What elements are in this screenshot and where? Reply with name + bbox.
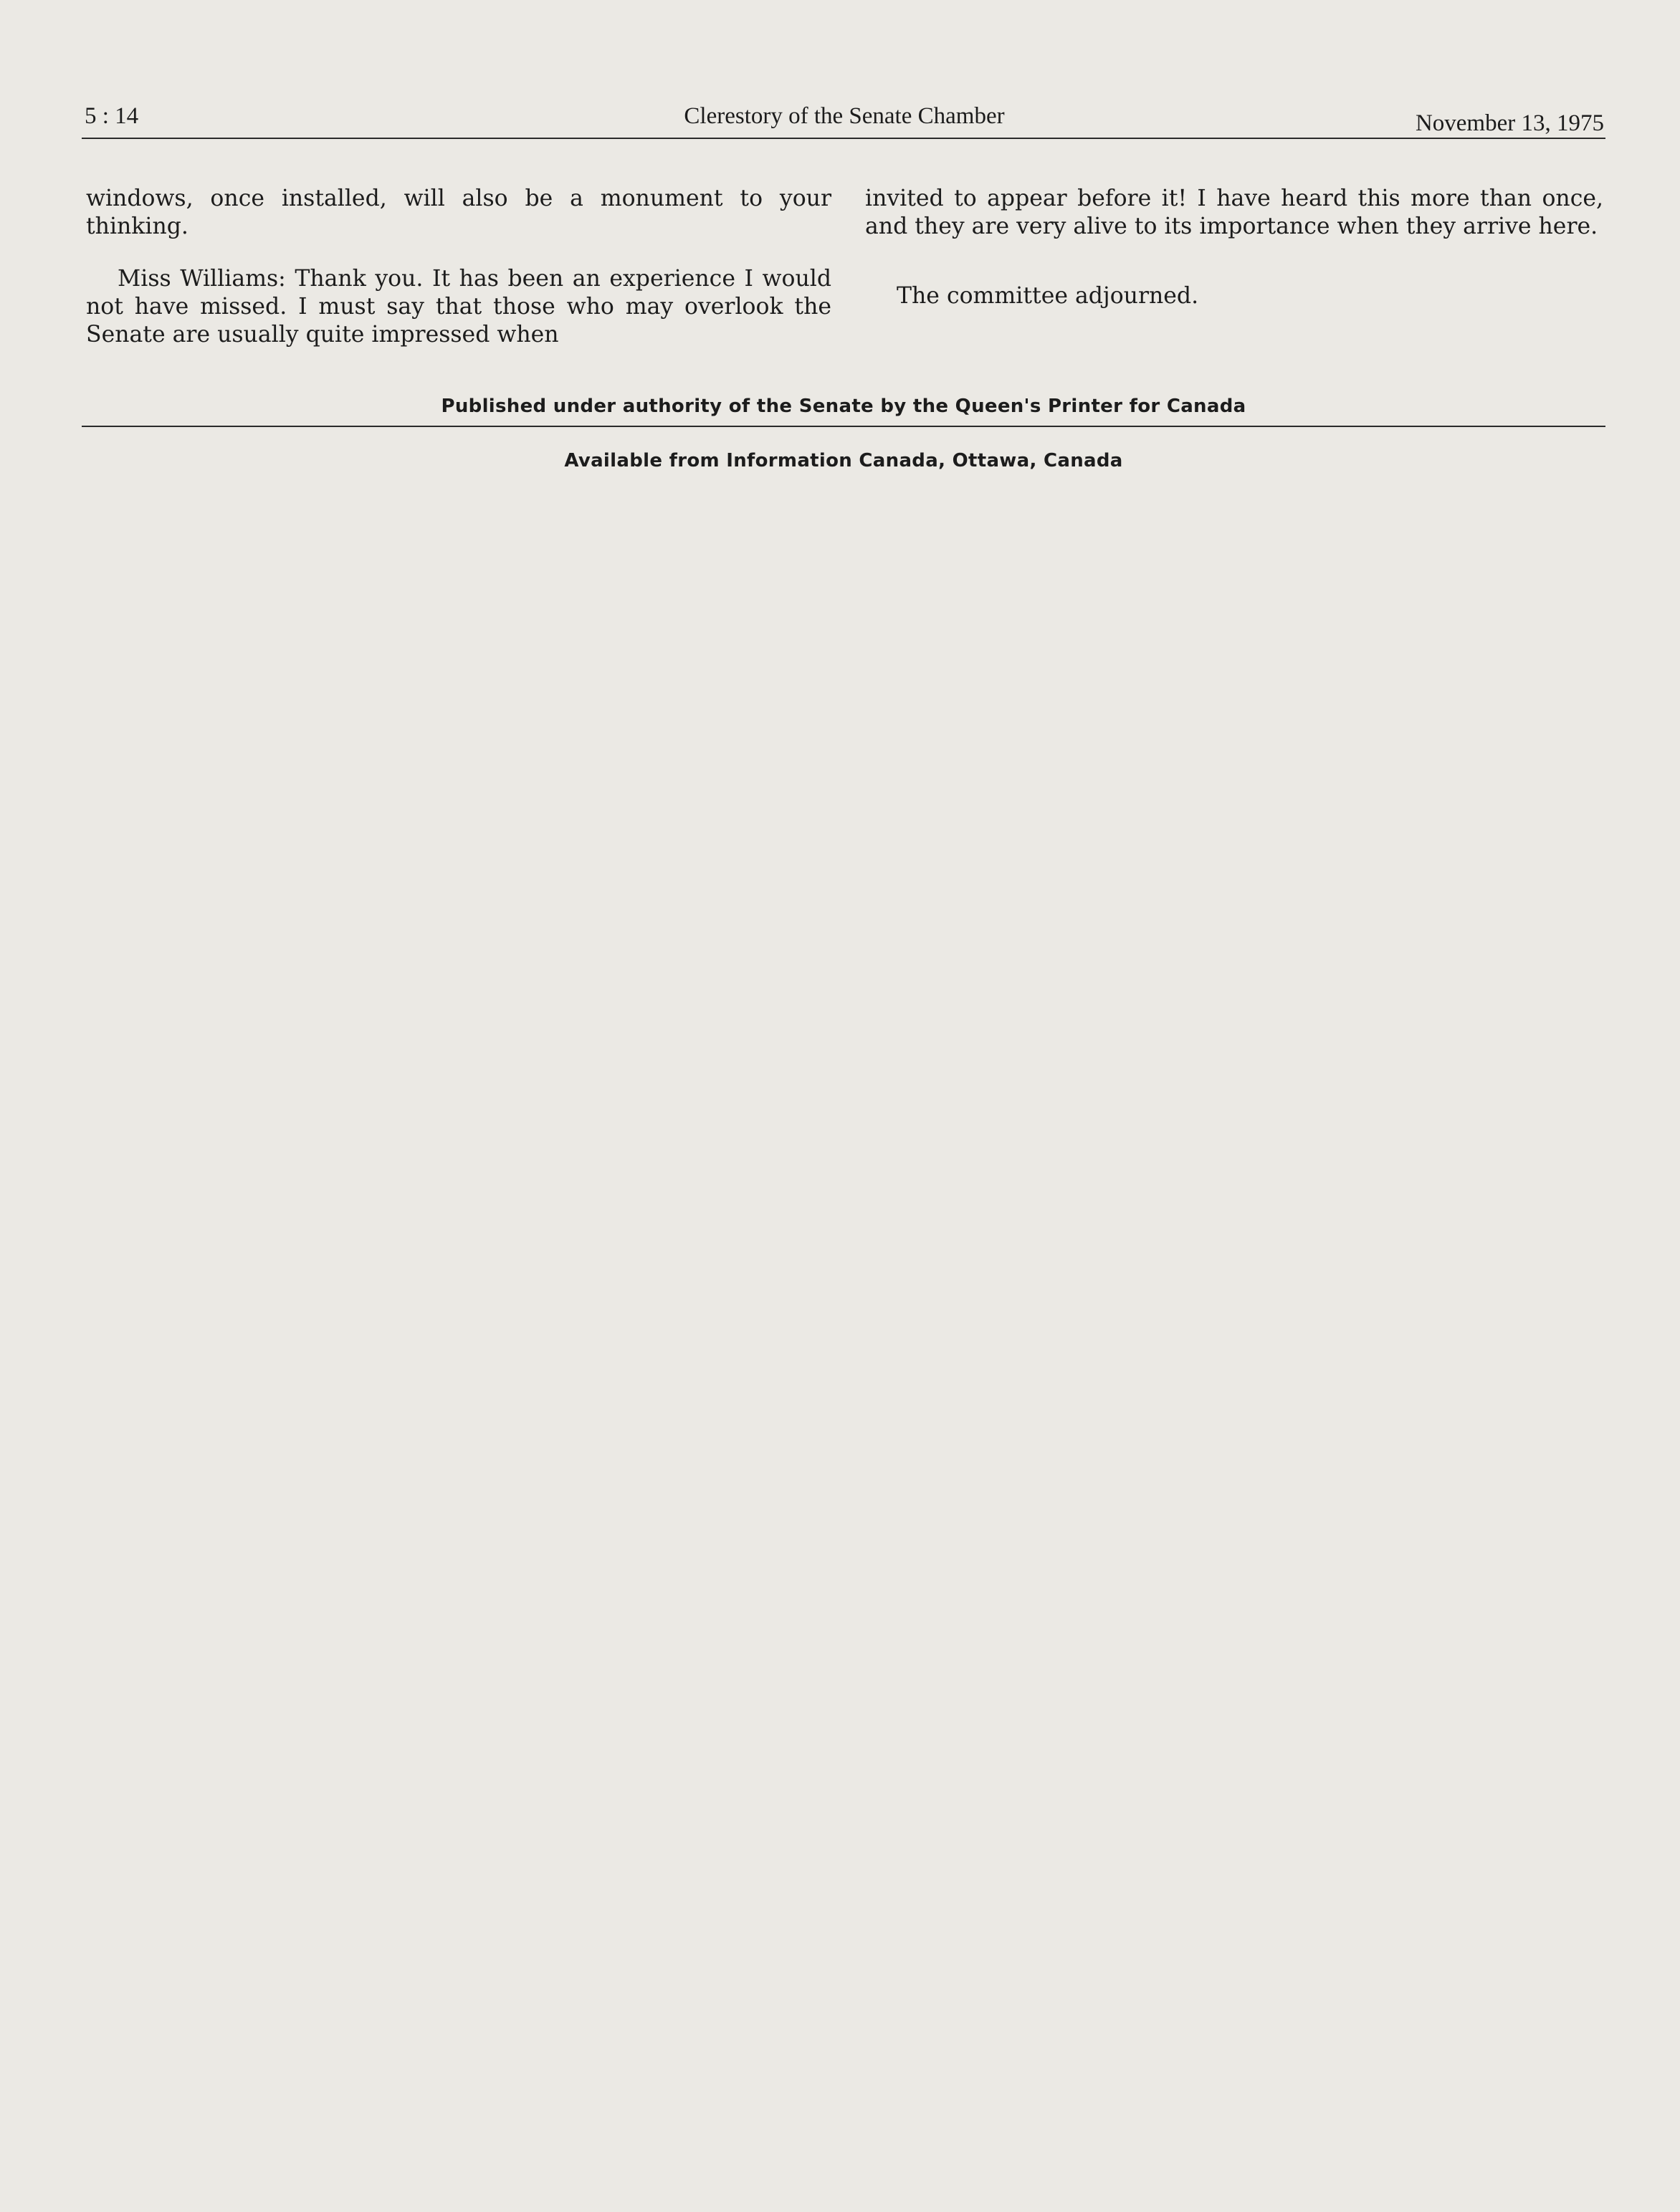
footer-rule: [82, 426, 1605, 427]
header-rule: [82, 138, 1605, 139]
left-column: [86, 185, 831, 373]
right-column: [865, 185, 1603, 335]
page-number: 5 : 14: [85, 103, 139, 129]
published-notice: Published under authority of the Senate by the Queen's Printer for Canada: [441, 396, 1246, 417]
right-continued-paragraph: invited to appear before it! I have heard this more than once, and they are very alive to its importance when they arrive here.: [865, 186, 1603, 239]
availability-notice: Available from Information Canada, Ottawa, Canada: [564, 450, 1123, 471]
page-header: [85, 100, 1604, 136]
speech-text: Thank you. It has been an experience I would not have missed. I must say that those who may overlook the Senate are usually quite impressed when: [86, 266, 831, 348]
page-date: November 13, 1975: [1415, 110, 1604, 136]
left-speech-paragraph: [86, 265, 831, 349]
page-title: Clerestory of the Senate Chamber: [684, 103, 1005, 129]
speaker-label: Miss Williams:: [118, 266, 286, 292]
left-continued-paragraph: windows, once installed, will also be a monument to your thinking.: [86, 186, 831, 239]
adjourned-note: The committee adjourned.: [897, 283, 1199, 309]
